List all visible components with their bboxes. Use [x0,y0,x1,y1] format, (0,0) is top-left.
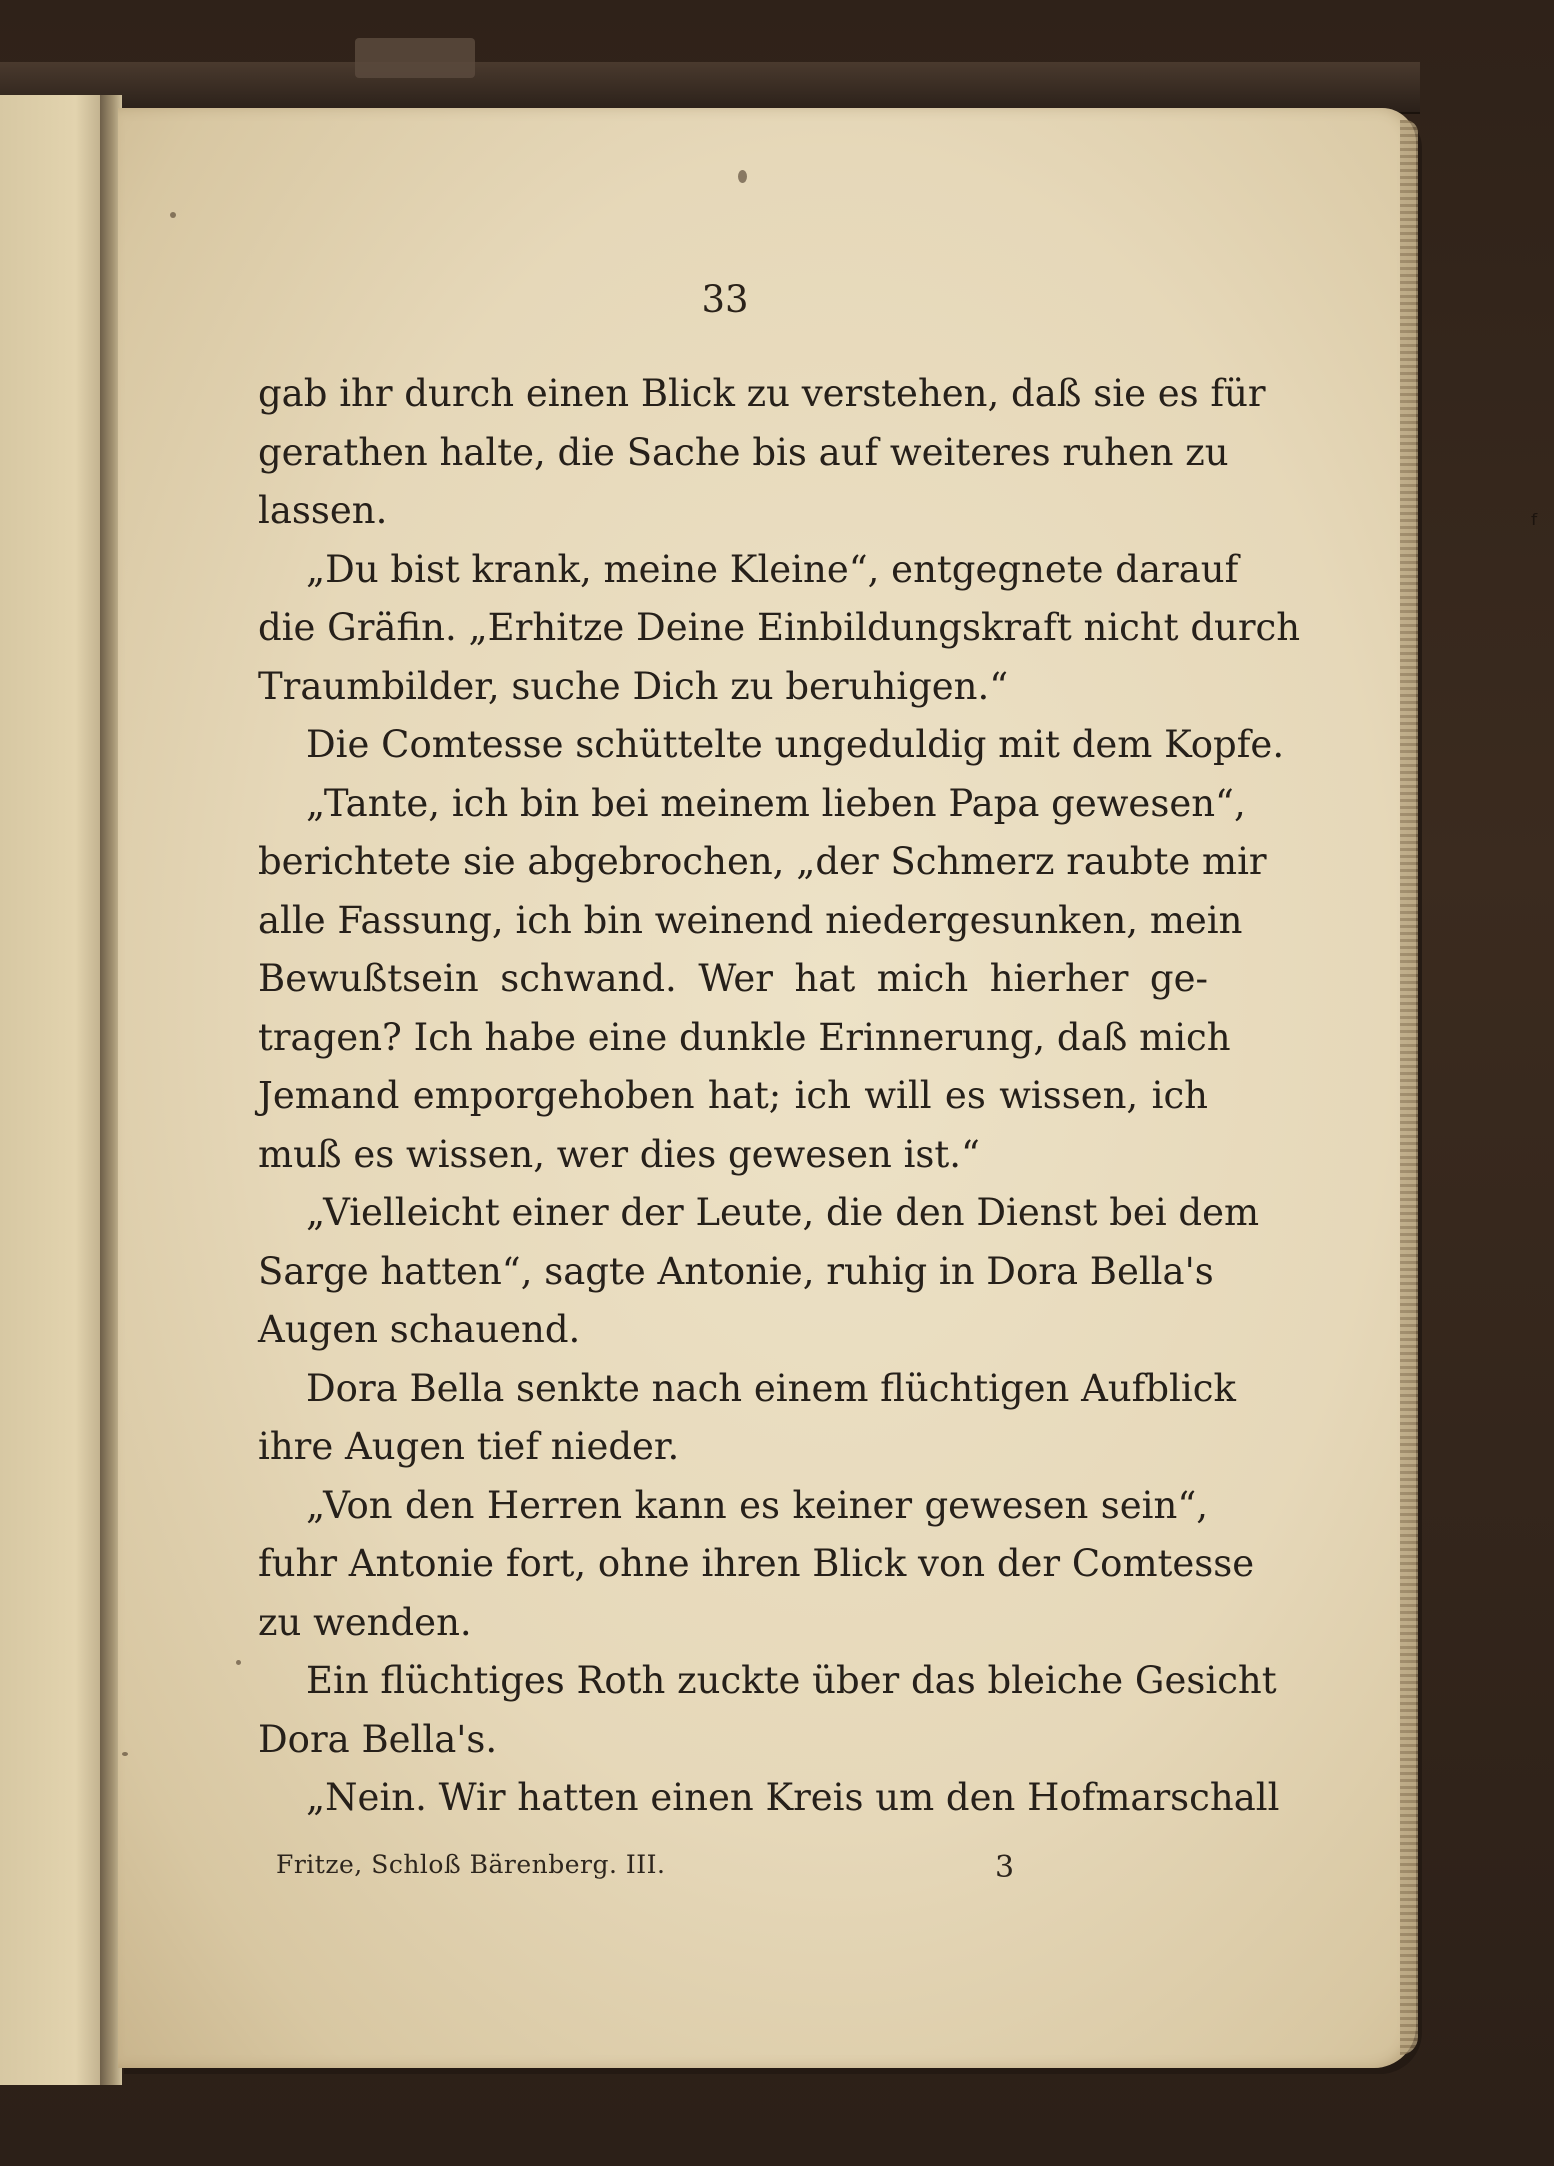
paper-speck [236,1660,241,1665]
text-line: gab ihr durch einen Blick zu verstehen, daß sie es für [258,372,1266,415]
text-line: gerathen halte, die Sache bis auf weiteres ruhen zu [258,430,1229,474]
text-line: Dora Bella senkte nach einem flüchtigen Aufblick [306,1366,1236,1410]
text-line: tragen? Ich habe eine dunkle Erinnerung, daß mich [258,1015,1231,1059]
text-line: „Von den Herren kann es keiner gewesen sein“, [306,1483,1208,1527]
paper-speck [170,212,176,218]
printer-signature: Fritze, Schloß Bärenberg. III. [276,1850,666,1879]
text-line: Ein flüchtiges Roth zuckte über das bleiche Gesicht [306,1659,1277,1702]
text-line: fuhr Antonie fort, ohne ihren Blick von der Comtesse [258,1542,1255,1585]
margin-mark: ᶠ [1531,508,1540,541]
text-line: die Gräfin. „Erhitze Deine Einbildungskraft nicht durch [258,606,1301,649]
left-page-edge [0,95,108,2085]
text-line: berichtete sie abgebrochen, „der Schmerz raubte mir [258,840,1267,883]
text-line: muß es wissen, wer dies gewesen ist.“ [258,1132,980,1176]
text-line: lassen. [258,489,388,532]
text-line: zu wenden. [258,1600,472,1644]
text-line: Dora Bella's. [258,1717,498,1761]
text-line: „Tante, ich bin bei meinem lieben Papa gewesen“, [306,781,1246,825]
spine-tab [355,38,475,78]
page-number: 33 [701,278,749,321]
text-line: Jemand emporgehoben hat; ich will es wissen, ich [258,1074,1208,1117]
text-line: ihre Augen tief nieder. [258,1425,680,1468]
page-stack-edge [1400,120,1418,2055]
text-line: Sarge hatten“, sagte Antonie, ruhig in Dora Bella's [258,1249,1214,1293]
body-text [258,365,1301,1828]
text-line: Traumbilder, suche Dich zu beruhigen.“ [258,664,1009,708]
text-line: Die Comtesse schüttelte ungeduldig mit dem Kopfe. [306,723,1285,766]
paper-speck [738,170,747,183]
text-line: „Vielleicht einer der Leute, die den Dienst bei dem [306,1191,1260,1234]
book-cover-edge [0,62,1420,114]
paper-speck [122,1752,128,1756]
text-line: Bewußtsein schwand. Wer hat mich hierher ge- [258,957,1208,1000]
text-line: „Nein. Wir hatten einen Kreis um den Hofmarschall [306,1776,1280,1819]
text-line: alle Fassung, ich bin weinend niedergesunken, mein [258,898,1243,942]
text-line: Augen schauend. [258,1308,581,1351]
gathering-signum: 3 [995,1850,1015,1885]
text-line: „Du bist krank, meine Kleine“, entgegnete darauf [306,547,1239,591]
